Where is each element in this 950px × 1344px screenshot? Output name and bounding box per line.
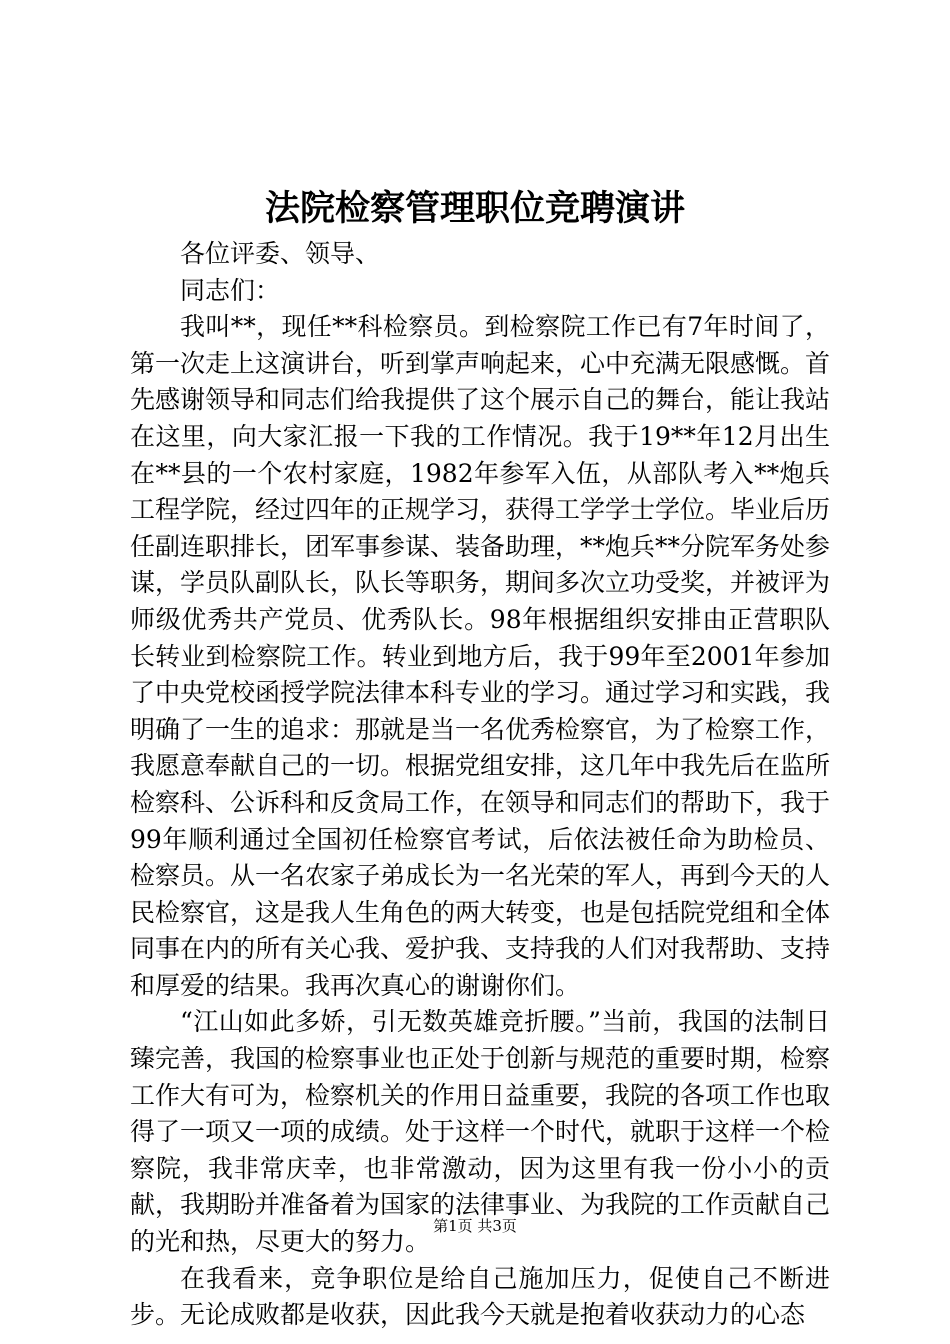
document-title: 法院检察管理职位竞聘演讲: [264, 188, 685, 229]
paragraph-introduction: 我叫**，现任**科检察员。到检察院工作已有7年时间了，第一次走上这演讲台，听到掌声响起来，心中充满无限感慨。首先感谢领导和同志们给我提供了这个展示自己的舞台，能让我站在这里，向大家汇报一下我的工作情况。我于19**年12月出生在**县的一个农村家庭，1982年参军入伍，从部队考入**炮兵工程学院，经过四年的正规学习，获得工学学士学位。毕业后历任副连职排长，团军事参谋、装备助理，**炮兵**分院军务处参谋，学员队副队长，队长等职务，期间多次立功受奖，并被评为师级优秀共产党员、优秀队长。98年根据组织安排由正营职队长转业到检察院工作。转业到地方后，我于99年至2001年参加了中央党校函授学院法律本科专业的学习。通过学习和实践，我明确了一生的追求：那就是当一名优秀检察官，为了检察工作，我愿意奉献自己的一切。根据党组安排，这几年中我先后在监所检察科、公诉科和反贪局工作，在领导和同志们的帮助下，我于99年顺利通过全国初任检察官考试，后依法被任命为助检员、检察员。从一名农家子弟成长为一名光荣的军人，再到今天的人民检察官，这是我人生角色的两大转变，也是包括院党组和全体同事在内的所有关心我、爱护我、支持我的人们对我帮助、支持和厚爱的结果。我再次真心的谢谢你们。: [130, 312, 831, 1000]
paragraph-era: “江山如此多娇，引无数英雄竞折腰。”当前，我国的法制日臻完善，我国的检察事业也正处于创新与规范的重要时期，检察工作大有可为，检察机关的作用日益重要，我院的各项工作也取得了一项又一项的成绩。处于这样一个时代，就职于这样一个检察院，我非常庆幸，也非常激动，因为这里有我一份小小的贡献，我期盼并准备着为国家的法律事业、为我院的工作贡献自己的光和热，尽更大的努力。: [130, 1007, 831, 1257]
paragraph-competition: 在我看来，竞争职位是给自己施加压力，促使自己不断进步。无论成败都是收获，因此我今天就是抱着收获动力的心态: [130, 1263, 830, 1330]
salutation-line-1: 各位评委、领导、: [180, 239, 381, 268]
document-body: [130, 236, 830, 1334]
page-footer: 第1页 共3页: [433, 1217, 517, 1235]
salutation-line-2: 同志们：: [180, 275, 281, 305]
